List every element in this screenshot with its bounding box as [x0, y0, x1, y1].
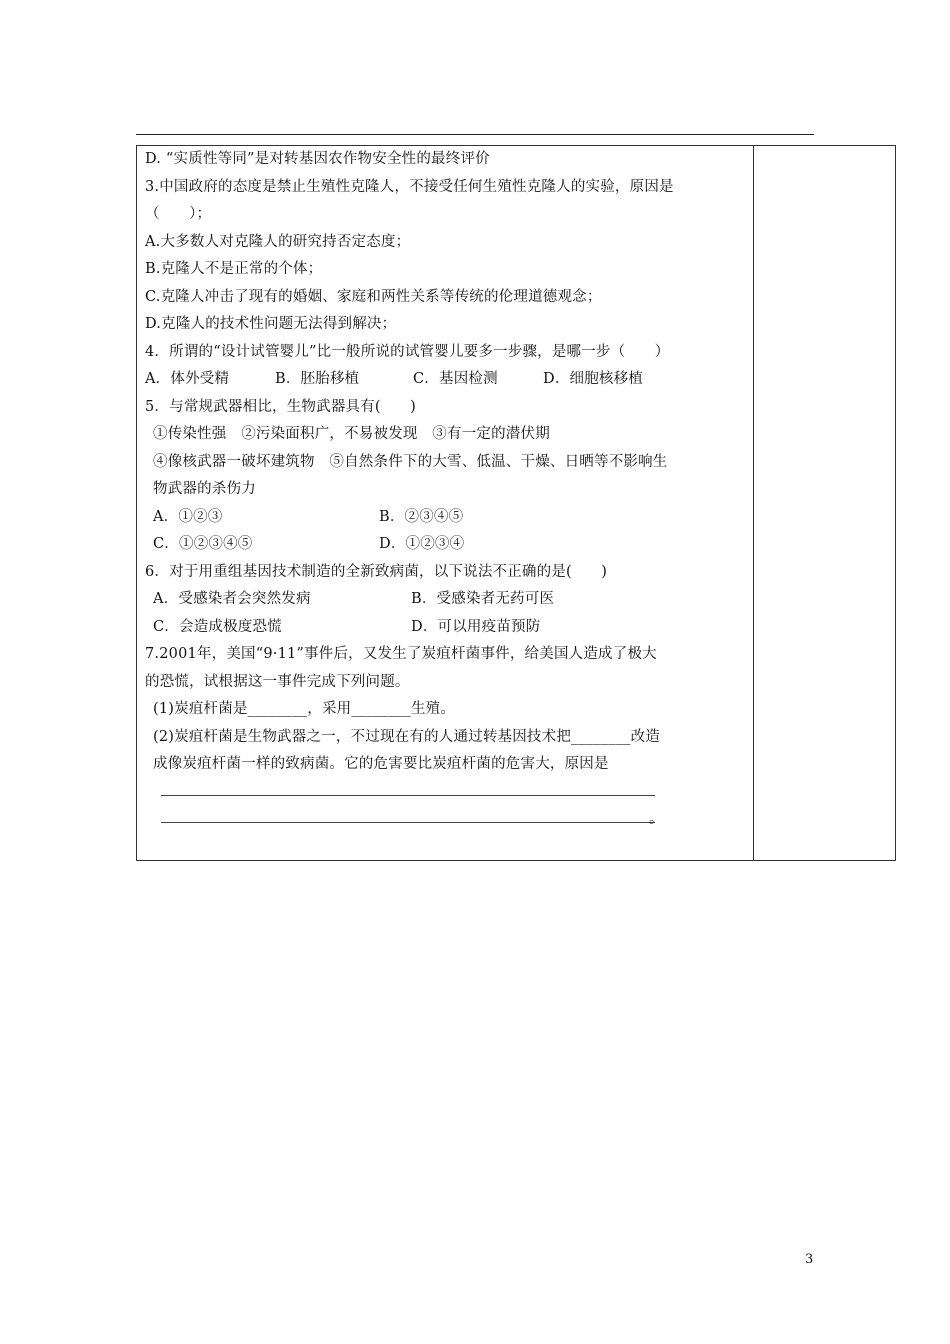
q4-option-a: A．体外受精	[145, 371, 230, 387]
worksheet-table	[136, 145, 896, 861]
q7-sub1: (1)炭疽杆菌是________，采用________生殖。	[153, 701, 456, 717]
q4-option-b: B．胚胎移植	[275, 371, 360, 387]
q6-options-row1	[145, 586, 749, 614]
answer-line-1[interactable]	[145, 779, 749, 807]
q4-option-d: D．细胞核移植	[543, 371, 644, 387]
q3-stem-line2: （ ）；	[145, 206, 212, 222]
q3-option-a: A.大多数人对克隆人的研究持否定态度；	[145, 233, 411, 250]
q5-options-row1	[145, 504, 749, 532]
q4-option-c: C．基因检测	[413, 371, 498, 387]
header-rule	[136, 134, 814, 135]
q5-options-row2	[145, 531, 749, 559]
q5-option-c: C．①②③④⑤	[153, 536, 253, 552]
q7-sub2-line2: 成像炭疽杆菌一样的致病菌。它的危害要比炭疽杆菌的危害大，原因是	[153, 756, 609, 772]
q7-stem-line2: 的恐慌，试根据这一事件完成下列问题。	[145, 673, 410, 690]
q6-stem: 6．对于用重组基因技术制造的全新致病菌，以下说法不正确的是( )	[145, 563, 608, 580]
q7-sub2-line1: (2)炭疽杆菌是生物武器之一，不过现在有的人通过转基因技术把________改造	[153, 728, 661, 745]
q6-option-c: C．会造成极度恐慌	[153, 618, 282, 635]
answer-end-mark: 。	[649, 811, 664, 827]
column-divider	[753, 146, 754, 860]
q6-option-b: B．受感染者无药可医	[411, 591, 555, 607]
q3-stem-line1: 3.中国政府的态度是禁止生殖性克隆人，不接受任何生殖性克隆人的实验，原因是	[145, 178, 674, 195]
q6-options-row2	[145, 614, 749, 642]
q5-option-a: A．①②③	[153, 508, 223, 525]
q5-items-line1: ①传染性强 ②污染面积广，不易被发现 ③有一定的潜伏期	[153, 426, 550, 442]
prev-option-d: D. “实质性等同”是对转基因农作物安全性的最终评价	[145, 151, 490, 167]
question-column	[145, 146, 749, 834]
q5-items-line3: 物武器的杀伤力	[153, 481, 256, 497]
answer-underline	[161, 795, 655, 796]
q3-option-c: C.克隆人冲击了现有的婚姻、家庭和两性关系等传统的伦理道德观念；	[145, 288, 602, 305]
q4-stem: 4．所谓的“设计试管婴儿”比一般所说的试管婴儿要多一步骤，是哪一步（ ）	[145, 343, 670, 360]
q5-items-line2: ④像核武器一破坏建筑物 ⑤自然条件下的大雪、低温、干燥、日晒等不影响生	[153, 453, 668, 470]
page-number: 3	[805, 1252, 814, 1267]
q3-option-b: B.克隆人不是正常的个体；	[145, 261, 323, 277]
q6-option-d: D．可以用疫苗预防	[411, 618, 541, 635]
q4-options	[145, 366, 749, 394]
answer-line-2[interactable]	[145, 806, 749, 834]
q6-option-a: A．受感染者会突然发病	[153, 591, 311, 607]
q5-option-d: D．①②③④	[379, 536, 465, 552]
q5-option-b: B．②③④⑤	[379, 508, 464, 525]
q5-stem: 5．与常规武器相比，生物武器具有( )	[145, 398, 417, 415]
q7-stem-line1: 7.2001年，美国“9·11”事件后，又发生了炭疽杆菌事件，给美国人造成了极大	[145, 646, 657, 662]
answer-underline	[161, 822, 655, 823]
q3-option-d: D.克隆人的技术性问题无法得到解决；	[145, 316, 397, 332]
